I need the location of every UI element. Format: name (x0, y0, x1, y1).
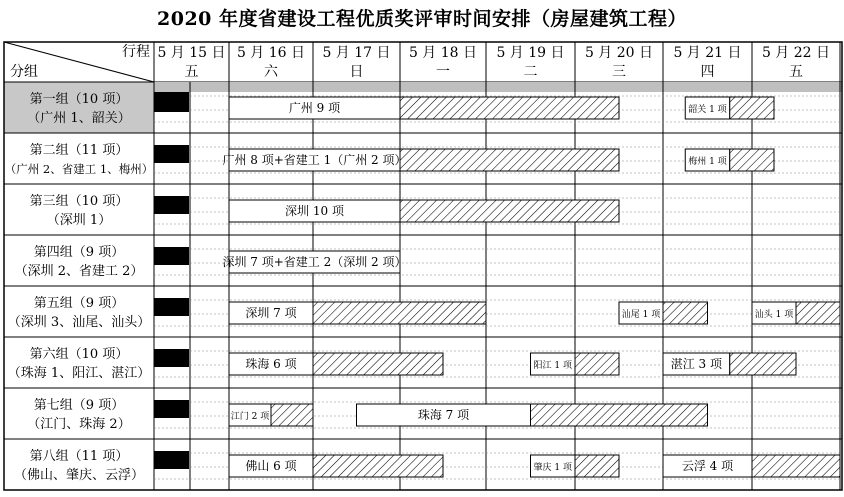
day-date-4: 5 月 19 日 (496, 45, 565, 61)
group-name: 第三组（10 项） (29, 194, 129, 209)
day-weekday-5: 三 (612, 64, 626, 80)
task-hatch (271, 404, 313, 426)
day-date-1: 5 月 16 日 (236, 45, 306, 61)
task-label: 佛山 6 项 (245, 459, 297, 473)
task-label: 肇庆 1 项 (533, 463, 572, 473)
task-label: 韶关 1 项 (688, 105, 727, 115)
group-name: 第六组（10 项） (29, 347, 129, 362)
travel-block (154, 145, 189, 163)
travel-block (154, 400, 189, 418)
task-hatch (575, 353, 619, 375)
page-title: 2020 年度省建设工程优质奖评审时间安排（房屋建筑工程） (157, 8, 687, 30)
day-date-7: 5 月 22 日 (761, 45, 831, 61)
travel-block (154, 451, 189, 469)
group-name: 第七组（9 项） (33, 398, 125, 413)
group-name: 第五组（9 项） (33, 296, 125, 311)
travel-block (154, 298, 189, 316)
day-date-5: 5 月 20 日 (584, 45, 654, 61)
group-name: 第一组（10 项） (29, 92, 129, 107)
task-label: 梅州 1 项 (688, 157, 727, 167)
task-label: 珠海 6 项 (245, 357, 297, 371)
day-weekday-4: 二 (523, 64, 538, 80)
task-hatch (531, 404, 708, 426)
task-hatch (400, 97, 619, 119)
task-label: 湛江 3 项 (670, 357, 723, 371)
group-cities: （珠海 1、阳江、湛江） (7, 366, 151, 381)
group-cities: （广州 2、省建工 1、梅州） (4, 162, 154, 176)
task-hatch (313, 353, 443, 375)
task-label: 深圳 7 项+省建工 2（深圳 2 项） (222, 255, 407, 269)
task-hatch (730, 353, 796, 375)
travel-block (154, 196, 189, 214)
task-label: 阳江 1 项 (533, 361, 572, 371)
day-weekday-7: 五 (789, 64, 803, 80)
task-label: 广州 8 项+省建工 1（广州 2 项） (222, 153, 407, 167)
day-date-3: 5 月 18 日 (408, 45, 478, 61)
task-hatch (313, 302, 486, 324)
day-weekday-3: 一 (436, 64, 450, 80)
task-label: 汕头 1 项 (754, 310, 794, 320)
day-weekday-2: 日 (349, 64, 364, 80)
task-hatch (313, 455, 443, 477)
corner-bottom-label: 分组 (10, 64, 38, 80)
header-strip (154, 82, 842, 92)
group-name: 第八组（11 项） (29, 449, 129, 464)
task-hatch (400, 200, 619, 222)
corner-top-label: 行程 (122, 44, 150, 60)
task-label: 江门 2 项 (230, 412, 270, 422)
day-weekday-6: 四 (700, 64, 715, 80)
day-date-0: 5 月 15 日 (157, 45, 226, 61)
travel-block (154, 92, 189, 112)
group-cities: （深圳 1） (46, 213, 112, 228)
group-cities: （广州 1、韶关） (27, 111, 131, 126)
group-cities: （江门、珠海 2） (27, 417, 131, 432)
task-hatch (730, 97, 774, 119)
group-cities: （佛山、肇庆、云浮） (13, 468, 145, 483)
group-cities: （深圳 2、省建工 2） (14, 264, 144, 279)
task-hatch (575, 455, 619, 477)
task-label: 广州 9 项 (288, 101, 341, 115)
group-cell (4, 133, 154, 184)
task-hatch (752, 455, 840, 477)
task-label: 云浮 4 项 (681, 459, 734, 473)
group-name: 第四组（9 项） (33, 245, 125, 260)
group-cities: （深圳 3、汕尾、汕头） (7, 315, 151, 330)
task-label: 珠海 7 项 (417, 408, 470, 422)
task-label: 深圳 7 项 (245, 306, 297, 320)
day-date-6: 5 月 21 日 (673, 45, 742, 61)
day-date-2: 5 月 17 日 (322, 45, 391, 61)
group-name: 第二组（11 项） (29, 143, 129, 158)
task-hatch (400, 149, 619, 171)
task-hatch (663, 302, 708, 324)
task-label: 汕尾 1 项 (621, 310, 661, 320)
travel-block (154, 349, 189, 367)
travel-block (154, 247, 189, 265)
task-hatch (796, 302, 840, 324)
day-weekday-0: 五 (184, 64, 199, 80)
day-weekday-1: 六 (264, 64, 278, 80)
task-label: 深圳 10 项 (285, 204, 344, 218)
task-hatch (730, 149, 774, 171)
